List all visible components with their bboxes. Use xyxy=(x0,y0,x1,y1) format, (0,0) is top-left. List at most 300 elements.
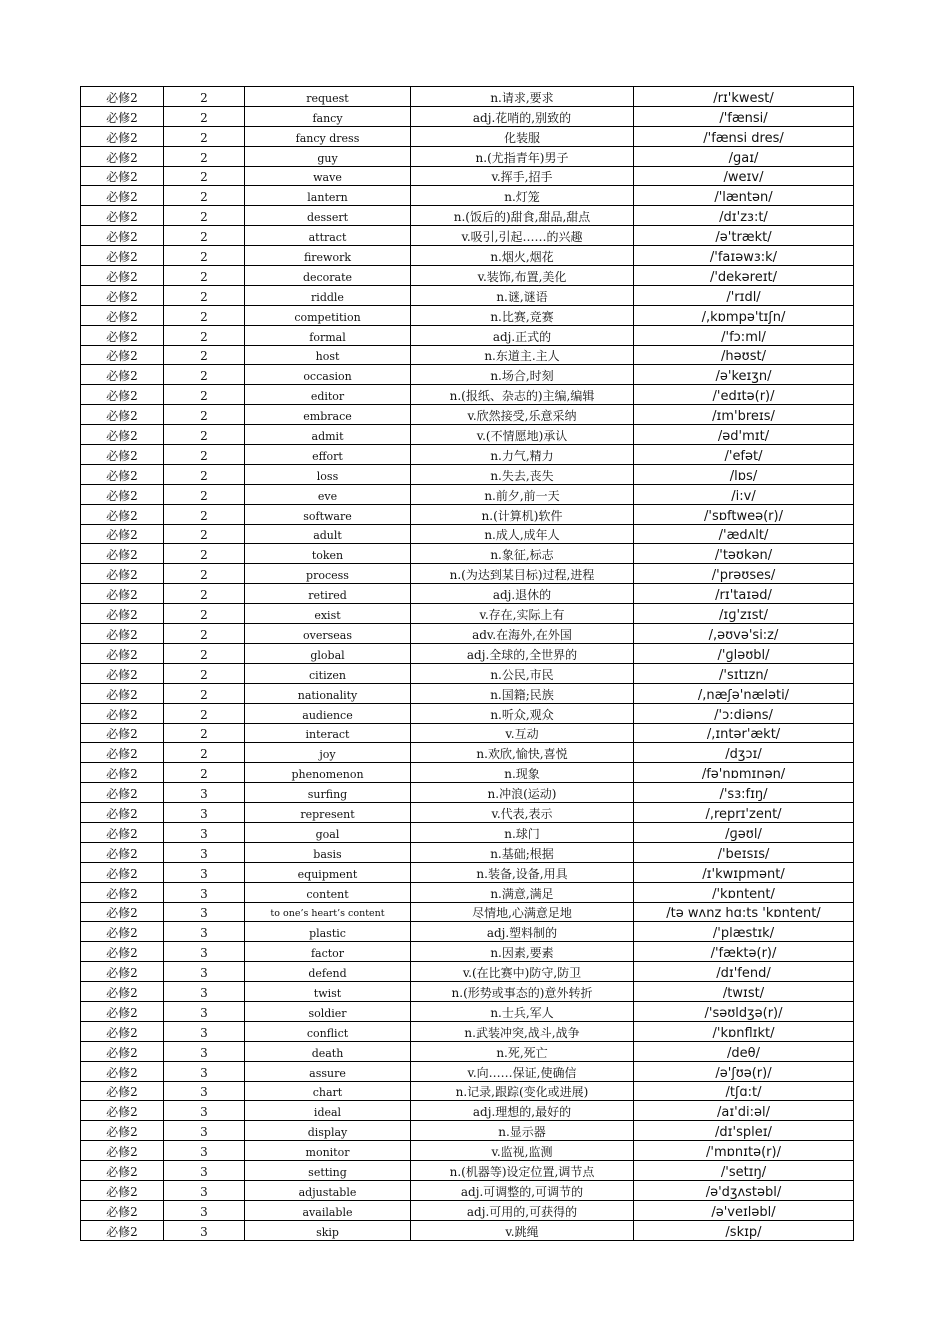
unit-cell: 3 xyxy=(164,1141,245,1161)
table-row xyxy=(81,1220,854,1240)
table-row xyxy=(81,146,854,166)
unit-cell: 3 xyxy=(164,962,245,982)
textbook-cell: 必修2 xyxy=(81,126,164,146)
word-cell: embrace xyxy=(245,405,411,425)
textbook-cell: 必修2 xyxy=(81,922,164,942)
textbook-cell: 必修2 xyxy=(81,246,164,266)
word-cell: global xyxy=(245,643,411,663)
table-row xyxy=(81,425,854,445)
textbook-cell: 必修2 xyxy=(81,962,164,982)
phonetic-cell: /rɪ'taɪəd/ xyxy=(634,584,854,604)
table-row xyxy=(81,1121,854,1141)
textbook-cell: 必修2 xyxy=(81,683,164,703)
phonetic-cell: /ɪɡ'zɪst/ xyxy=(634,604,854,624)
table-row xyxy=(81,385,854,405)
table-row xyxy=(81,862,854,882)
textbook-cell: 必修2 xyxy=(81,1101,164,1121)
table-row xyxy=(81,982,854,1002)
unit-cell: 3 xyxy=(164,862,245,882)
textbook-cell: 必修2 xyxy=(81,723,164,743)
table-row xyxy=(81,663,854,683)
meaning-cell: n.场合,时刻 xyxy=(411,365,634,385)
phonetic-cell: /,reprɪ'zent/ xyxy=(634,803,854,823)
phonetic-cell: /lɒs/ xyxy=(634,464,854,484)
textbook-cell: 必修2 xyxy=(81,783,164,803)
word-cell: death xyxy=(245,1041,411,1061)
phonetic-cell: /'təʊkən/ xyxy=(634,544,854,564)
unit-cell: 2 xyxy=(164,663,245,683)
table-row xyxy=(81,1161,854,1181)
meaning-cell: v.装饰,布置,美化 xyxy=(411,266,634,286)
meaning-cell: n.国籍;民族 xyxy=(411,683,634,703)
unit-cell: 2 xyxy=(164,445,245,465)
meaning-cell: n.谜,谜语 xyxy=(411,285,634,305)
table-row xyxy=(81,564,854,584)
phonetic-cell: /ə'ʃʊə(r)/ xyxy=(634,1061,854,1081)
unit-cell: 2 xyxy=(164,643,245,663)
textbook-cell: 必修2 xyxy=(81,345,164,365)
meaning-cell: v.监视,监测 xyxy=(411,1141,634,1161)
meaning-cell: v.欣然接受,乐意采纳 xyxy=(411,405,634,425)
phonetic-cell: /'fæktə(r)/ xyxy=(634,942,854,962)
phonetic-cell: /'sɪtɪzn/ xyxy=(634,663,854,683)
unit-cell: 2 xyxy=(164,703,245,723)
unit-cell: 2 xyxy=(164,325,245,345)
word-cell: process xyxy=(245,564,411,584)
meaning-cell: adj.正式的 xyxy=(411,325,634,345)
meaning-cell: v.存在,实际上有 xyxy=(411,604,634,624)
phonetic-cell: /'kɒnflɪkt/ xyxy=(634,1021,854,1041)
meaning-cell: n.东道主.主人 xyxy=(411,345,634,365)
unit-cell: 3 xyxy=(164,1180,245,1200)
word-cell: conflict xyxy=(245,1021,411,1041)
word-cell: goal xyxy=(245,822,411,842)
table-row xyxy=(81,246,854,266)
word-cell: loss xyxy=(245,464,411,484)
textbook-cell: 必修2 xyxy=(81,584,164,604)
table-row xyxy=(81,803,854,823)
meaning-cell: n.士兵,军人 xyxy=(411,1001,634,1021)
meaning-cell: n.(计算机)软件 xyxy=(411,504,634,524)
unit-cell: 3 xyxy=(164,842,245,862)
textbook-cell: 必修2 xyxy=(81,564,164,584)
phonetic-cell: /,næʃə'næləti/ xyxy=(634,683,854,703)
unit-cell: 2 xyxy=(164,226,245,246)
textbook-cell: 必修2 xyxy=(81,822,164,842)
word-cell: editor xyxy=(245,385,411,405)
word-cell: overseas xyxy=(245,624,411,644)
phonetic-cell: /tə wʌnz hɑ:ts 'kɒntent/ xyxy=(634,902,854,922)
word-cell: equipment xyxy=(245,862,411,882)
phonetic-cell: /'prəʊses/ xyxy=(634,564,854,584)
unit-cell: 2 xyxy=(164,584,245,604)
meaning-cell: adv.在海外,在外国 xyxy=(411,624,634,644)
word-cell: formal xyxy=(245,325,411,345)
meaning-cell: v.(在比赛中)防守,防卫 xyxy=(411,962,634,982)
phonetic-cell: /'rɪdl/ xyxy=(634,285,854,305)
textbook-cell: 必修2 xyxy=(81,803,164,823)
unit-cell: 2 xyxy=(164,405,245,425)
unit-cell: 3 xyxy=(164,822,245,842)
unit-cell: 3 xyxy=(164,942,245,962)
unit-cell: 3 xyxy=(164,1021,245,1041)
textbook-cell: 必修2 xyxy=(81,385,164,405)
table-row xyxy=(81,464,854,484)
table-row xyxy=(81,206,854,226)
textbook-cell: 必修2 xyxy=(81,1220,164,1240)
unit-cell: 2 xyxy=(164,484,245,504)
word-cell: surfing xyxy=(245,783,411,803)
meaning-cell: n.(尤指青年)男子 xyxy=(411,146,634,166)
unit-cell: 2 xyxy=(164,186,245,206)
word-cell: setting xyxy=(245,1161,411,1181)
unit-cell: 3 xyxy=(164,1081,245,1101)
phonetic-cell: /dɪ'zɜ:t/ xyxy=(634,206,854,226)
meaning-cell: v.代表,表示 xyxy=(411,803,634,823)
phonetic-cell: /ɪm'breɪs/ xyxy=(634,405,854,425)
textbook-cell: 必修2 xyxy=(81,405,164,425)
textbook-cell: 必修2 xyxy=(81,484,164,504)
textbook-cell: 必修2 xyxy=(81,703,164,723)
word-cell: lantern xyxy=(245,186,411,206)
unit-cell: 2 xyxy=(164,345,245,365)
table-row xyxy=(81,1041,854,1061)
phonetic-cell: /aɪ'di:əl/ xyxy=(634,1101,854,1121)
unit-cell: 3 xyxy=(164,902,245,922)
meaning-cell: 尽情地,心满意足地 xyxy=(411,902,634,922)
meaning-cell: v.互动 xyxy=(411,723,634,743)
phonetic-cell: /'læntən/ xyxy=(634,186,854,206)
textbook-cell: 必修2 xyxy=(81,1081,164,1101)
phonetic-cell: /'plæstɪk/ xyxy=(634,922,854,942)
textbook-cell: 必修2 xyxy=(81,206,164,226)
phonetic-cell: /fə'nɒmɪnən/ xyxy=(634,763,854,783)
word-cell: dessert xyxy=(245,206,411,226)
word-cell: chart xyxy=(245,1081,411,1101)
meaning-cell: n.死,死亡 xyxy=(411,1041,634,1061)
table-row xyxy=(81,1200,854,1220)
unit-cell: 2 xyxy=(164,564,245,584)
phonetic-cell: /,əʊvə'si:z/ xyxy=(634,624,854,644)
unit-cell: 3 xyxy=(164,1200,245,1220)
textbook-cell: 必修2 xyxy=(81,504,164,524)
phonetic-cell: /skɪp/ xyxy=(634,1220,854,1240)
unit-cell: 2 xyxy=(164,425,245,445)
table-row xyxy=(81,1001,854,1021)
phonetic-cell: /'efət/ xyxy=(634,445,854,465)
unit-cell: 2 xyxy=(164,683,245,703)
unit-cell: 3 xyxy=(164,982,245,1002)
word-cell: audience xyxy=(245,703,411,723)
textbook-cell: 必修2 xyxy=(81,902,164,922)
meaning-cell: n.(为达到某目标)过程,进程 xyxy=(411,564,634,584)
phonetic-cell: /tʃɑ:t/ xyxy=(634,1081,854,1101)
unit-cell: 3 xyxy=(164,1101,245,1121)
table-row xyxy=(81,922,854,942)
phonetic-cell: /'kɒntent/ xyxy=(634,882,854,902)
phonetic-cell: /'fænsi dres/ xyxy=(634,126,854,146)
phonetic-cell: /i:v/ xyxy=(634,484,854,504)
meaning-cell: adj.塑料制的 xyxy=(411,922,634,942)
table-row xyxy=(81,942,854,962)
table-row xyxy=(81,643,854,663)
phonetic-cell: /'ɔ:diəns/ xyxy=(634,703,854,723)
unit-cell: 2 xyxy=(164,524,245,544)
word-cell: guy xyxy=(245,146,411,166)
textbook-cell: 必修2 xyxy=(81,1041,164,1061)
phonetic-cell: /twɪst/ xyxy=(634,982,854,1002)
unit-cell: 3 xyxy=(164,783,245,803)
textbook-cell: 必修2 xyxy=(81,1061,164,1081)
meaning-cell: n.前夕,前一天 xyxy=(411,484,634,504)
meaning-cell: n.装备,设备,用具 xyxy=(411,862,634,882)
table-row xyxy=(81,624,854,644)
phonetic-cell: /'ɡləʊbl/ xyxy=(634,643,854,663)
table-row xyxy=(81,743,854,763)
word-cell: monitor xyxy=(245,1141,411,1161)
unit-cell: 2 xyxy=(164,146,245,166)
phonetic-cell: /dɪ'fend/ xyxy=(634,962,854,982)
textbook-cell: 必修2 xyxy=(81,146,164,166)
meaning-cell: n.请求,要求 xyxy=(411,87,634,107)
phonetic-cell: /'səʊldʒə(r)/ xyxy=(634,1001,854,1021)
phonetic-cell: /rɪ'kwest/ xyxy=(634,87,854,107)
word-cell: basis xyxy=(245,842,411,862)
textbook-cell: 必修2 xyxy=(81,524,164,544)
word-cell: joy xyxy=(245,743,411,763)
phonetic-cell: /ə'trækt/ xyxy=(634,226,854,246)
meaning-cell: n.因素,要素 xyxy=(411,942,634,962)
vocabulary-table xyxy=(80,86,854,1241)
meaning-cell: n.(形势或事态的)意外转折 xyxy=(411,982,634,1002)
textbook-cell: 必修2 xyxy=(81,87,164,107)
word-cell: interact xyxy=(245,723,411,743)
table-row xyxy=(81,683,854,703)
unit-cell: 2 xyxy=(164,285,245,305)
word-cell: represent xyxy=(245,803,411,823)
phonetic-cell: /'setɪŋ/ xyxy=(634,1161,854,1181)
word-cell: assure xyxy=(245,1061,411,1081)
textbook-cell: 必修2 xyxy=(81,1200,164,1220)
textbook-cell: 必修2 xyxy=(81,1141,164,1161)
textbook-cell: 必修2 xyxy=(81,1121,164,1141)
textbook-cell: 必修2 xyxy=(81,982,164,1002)
meaning-cell: n.(报纸、杂志的)主编,编辑 xyxy=(411,385,634,405)
unit-cell: 3 xyxy=(164,1041,245,1061)
unit-cell: 3 xyxy=(164,1121,245,1141)
phonetic-cell: /'dekəreɪt/ xyxy=(634,266,854,286)
table-row xyxy=(81,703,854,723)
table-row xyxy=(81,783,854,803)
phonetic-cell: /ə'dʒʌstəbl/ xyxy=(634,1180,854,1200)
meaning-cell: v.挥手,招手 xyxy=(411,166,634,186)
unit-cell: 3 xyxy=(164,1220,245,1240)
phonetic-cell: /'sɜ:fɪŋ/ xyxy=(634,783,854,803)
table-row xyxy=(81,902,854,922)
meaning-cell: adj.全球的,全世界的 xyxy=(411,643,634,663)
phonetic-cell: /dɪ'spleɪ/ xyxy=(634,1121,854,1141)
table-row xyxy=(81,365,854,385)
word-cell: fancy xyxy=(245,106,411,126)
unit-cell: 3 xyxy=(164,803,245,823)
textbook-cell: 必修2 xyxy=(81,186,164,206)
table-row xyxy=(81,604,854,624)
unit-cell: 2 xyxy=(164,464,245,484)
textbook-cell: 必修2 xyxy=(81,663,164,683)
word-cell: soldier xyxy=(245,1001,411,1021)
textbook-cell: 必修2 xyxy=(81,1021,164,1041)
textbook-cell: 必修2 xyxy=(81,1161,164,1181)
meaning-cell: n.失去,丧失 xyxy=(411,464,634,484)
textbook-cell: 必修2 xyxy=(81,106,164,126)
unit-cell: 2 xyxy=(164,166,245,186)
word-cell: available xyxy=(245,1200,411,1220)
table-row xyxy=(81,266,854,286)
meaning-cell: adj.退休的 xyxy=(411,584,634,604)
unit-cell: 2 xyxy=(164,305,245,325)
vocabulary-table-body xyxy=(81,87,854,1241)
meaning-cell: n.烟火,烟花 xyxy=(411,246,634,266)
phonetic-cell: /weɪv/ xyxy=(634,166,854,186)
word-cell: citizen xyxy=(245,663,411,683)
word-cell: fancy dress xyxy=(245,126,411,146)
meaning-cell: n.听众,观众 xyxy=(411,703,634,723)
table-row xyxy=(81,962,854,982)
table-row xyxy=(81,504,854,524)
table-row xyxy=(81,1141,854,1161)
table-row xyxy=(81,345,854,365)
meaning-cell: n.公民,市民 xyxy=(411,663,634,683)
word-cell: software xyxy=(245,504,411,524)
meaning-cell: v.跳绳 xyxy=(411,1220,634,1240)
meaning-cell: 化装服 xyxy=(411,126,634,146)
textbook-cell: 必修2 xyxy=(81,763,164,783)
word-cell: display xyxy=(245,1121,411,1141)
table-row xyxy=(81,87,854,107)
textbook-cell: 必修2 xyxy=(81,266,164,286)
word-cell: host xyxy=(245,345,411,365)
phonetic-cell: /əd'mɪt/ xyxy=(634,425,854,445)
unit-cell: 2 xyxy=(164,365,245,385)
phonetic-cell: /dʒɔɪ/ xyxy=(634,743,854,763)
textbook-cell: 必修2 xyxy=(81,604,164,624)
textbook-cell: 必修2 xyxy=(81,325,164,345)
textbook-cell: 必修2 xyxy=(81,365,164,385)
phonetic-cell: /ɡəʊl/ xyxy=(634,822,854,842)
word-cell: nationality xyxy=(245,683,411,703)
unit-cell: 2 xyxy=(164,723,245,743)
phonetic-cell: /'mɒnɪtə(r)/ xyxy=(634,1141,854,1161)
unit-cell: 2 xyxy=(164,504,245,524)
word-cell: content xyxy=(245,882,411,902)
word-cell: effort xyxy=(245,445,411,465)
word-cell: exist xyxy=(245,604,411,624)
unit-cell: 2 xyxy=(164,106,245,126)
phonetic-cell: /'fɔ:ml/ xyxy=(634,325,854,345)
phonetic-cell: /'beɪsɪs/ xyxy=(634,842,854,862)
unit-cell: 3 xyxy=(164,1001,245,1021)
phonetic-cell: /həʊst/ xyxy=(634,345,854,365)
meaning-cell: n.比赛,竞赛 xyxy=(411,305,634,325)
meaning-cell: adj.花哨的,别致的 xyxy=(411,106,634,126)
unit-cell: 3 xyxy=(164,1161,245,1181)
meaning-cell: n.满意,满足 xyxy=(411,882,634,902)
meaning-cell: n.成人,成年人 xyxy=(411,524,634,544)
table-row xyxy=(81,1180,854,1200)
meaning-cell: n.(机器等)设定位置,调节点 xyxy=(411,1161,634,1181)
phonetic-cell: /deθ/ xyxy=(634,1041,854,1061)
meaning-cell: v.向……保证,使确信 xyxy=(411,1061,634,1081)
table-row xyxy=(81,822,854,842)
word-cell: phenomenon xyxy=(245,763,411,783)
unit-cell: 2 xyxy=(164,763,245,783)
word-cell: competition xyxy=(245,305,411,325)
phonetic-cell: /'sɒftweə(r)/ xyxy=(634,504,854,524)
word-cell: admit xyxy=(245,425,411,445)
word-cell: token xyxy=(245,544,411,564)
meaning-cell: n.显示器 xyxy=(411,1121,634,1141)
word-cell: adult xyxy=(245,524,411,544)
meaning-cell: n.力气,精力 xyxy=(411,445,634,465)
word-cell: riddle xyxy=(245,285,411,305)
meaning-cell: v.(不情愿地)承认 xyxy=(411,425,634,445)
textbook-cell: 必修2 xyxy=(81,305,164,325)
word-cell: factor xyxy=(245,942,411,962)
table-row xyxy=(81,1061,854,1081)
meaning-cell: n.武装冲突,战斗,战争 xyxy=(411,1021,634,1041)
table-row xyxy=(81,484,854,504)
word-cell: wave xyxy=(245,166,411,186)
phonetic-cell: /ə'veɪləbl/ xyxy=(634,1200,854,1220)
phonetic-cell: /ə'keɪʒn/ xyxy=(634,365,854,385)
unit-cell: 2 xyxy=(164,624,245,644)
phonetic-cell: /'fænsi/ xyxy=(634,106,854,126)
textbook-cell: 必修2 xyxy=(81,425,164,445)
phonetic-cell: /,ɪntər'ækt/ xyxy=(634,723,854,743)
word-cell: firework xyxy=(245,246,411,266)
table-row xyxy=(81,106,854,126)
unit-cell: 2 xyxy=(164,266,245,286)
meaning-cell: n.现象 xyxy=(411,763,634,783)
phonetic-cell: /,kɒmpə'tɪʃn/ xyxy=(634,305,854,325)
textbook-cell: 必修2 xyxy=(81,1001,164,1021)
table-row xyxy=(81,763,854,783)
meaning-cell: n.基础;根据 xyxy=(411,842,634,862)
meaning-cell: n.(饭后的)甜食,甜品,甜点 xyxy=(411,206,634,226)
table-row xyxy=(81,842,854,862)
unit-cell: 3 xyxy=(164,1061,245,1081)
unit-cell: 2 xyxy=(164,246,245,266)
table-row xyxy=(81,882,854,902)
textbook-cell: 必修2 xyxy=(81,862,164,882)
table-row xyxy=(81,166,854,186)
textbook-cell: 必修2 xyxy=(81,226,164,246)
word-cell: decorate xyxy=(245,266,411,286)
textbook-cell: 必修2 xyxy=(81,166,164,186)
word-cell: request xyxy=(245,87,411,107)
word-cell: to one’s heart’s content xyxy=(245,902,411,922)
table-row xyxy=(81,524,854,544)
unit-cell: 2 xyxy=(164,544,245,564)
textbook-cell: 必修2 xyxy=(81,285,164,305)
phonetic-cell: /ɪ'kwɪpmənt/ xyxy=(634,862,854,882)
table-row xyxy=(81,325,854,345)
textbook-cell: 必修2 xyxy=(81,1180,164,1200)
unit-cell: 2 xyxy=(164,206,245,226)
phonetic-cell: /ɡaɪ/ xyxy=(634,146,854,166)
table-row xyxy=(81,405,854,425)
textbook-cell: 必修2 xyxy=(81,743,164,763)
